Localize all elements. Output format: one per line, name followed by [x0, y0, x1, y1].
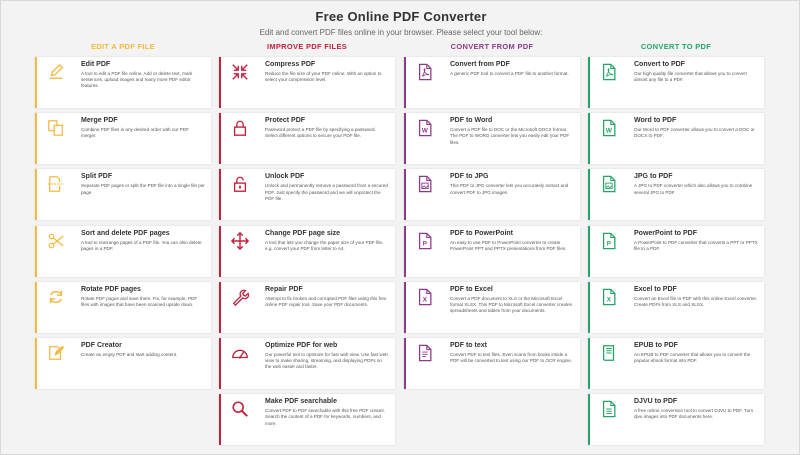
tool-title[interactable]: Edit PDF: [81, 61, 111, 68]
card-accent-bar: [219, 169, 221, 220]
tool-description: A PowerPoint to PDF converter that converts a PPT or PPTX file to a PDF.: [634, 239, 758, 251]
card-accent-bar: [404, 57, 406, 108]
move-icon: [231, 232, 249, 250]
tool-description: Our powerful tool to optimize for fast web view. Use fast web view to make sharing, streaming, and displaying PDFs on the web easier and faster.: [265, 352, 388, 370]
tool-card-convert-to-pdf[interactable]: [588, 57, 764, 108]
word-file-icon: [416, 119, 434, 137]
tool-description: A tool to rearrange pages of a PDF file. You can also delete pages in a PDF.: [81, 239, 202, 251]
column-edit: [35, 42, 211, 357]
powerpoint-file-icon: [416, 232, 434, 250]
excel-file-icon: [416, 288, 434, 306]
card-accent-bar: [35, 57, 37, 108]
page-subtitle: Edit and convert PDF files online in your browser. Please select your tool below:: [259, 28, 543, 37]
tool-title[interactable]: Repair PDF: [265, 285, 303, 293]
card-accent-bar: [35, 169, 37, 220]
card-accent-bar: [35, 338, 37, 389]
tool-title[interactable]: PDF to PowerPoint: [450, 229, 513, 237]
image-file-icon: [416, 175, 434, 193]
column-heading: CONVERT FROM PDF: [450, 42, 534, 51]
tool-card-sort-and-delete-pdf-pages[interactable]: [35, 226, 211, 277]
card-accent-bar: [219, 338, 221, 389]
card-accent-bar: [404, 226, 406, 277]
lock-icon: [231, 119, 249, 137]
svg-text:P: P: [422, 240, 427, 248]
scissors-icon: [47, 232, 65, 250]
tool-card-excel-to-pdf[interactable]: [588, 282, 764, 333]
tool-card-pdf-creator[interactable]: [35, 338, 211, 389]
split-icon: [47, 175, 65, 193]
card-accent-bar: [588, 282, 590, 333]
tool-description: Rotate PDF pages and save them. Fix, for example, PDF files with images that have been scanned upside down.: [81, 295, 198, 307]
tool-description: An easy to use PDF to PowerPoint converter to create PowerPoint PPT and PPTX presentations from PDF files.: [450, 239, 567, 251]
tool-card-word-to-pdf[interactable]: [588, 113, 764, 164]
tool-description: Unlock and permanently remove a password from a secured PDF. Just specify the password and we will unprotect the PDF file.: [265, 183, 388, 201]
card-accent-bar: [588, 338, 590, 389]
wrench-icon: [231, 288, 249, 306]
svg-text:W: W: [605, 127, 612, 135]
tool-card-powerpoint-to-pdf[interactable]: [588, 226, 764, 277]
tool-title[interactable]: Excel to PDF: [634, 285, 677, 293]
excel-file-icon: [600, 288, 618, 306]
card-accent-bar: [404, 282, 406, 333]
card-accent-bar: [588, 57, 590, 108]
tool-card-rotate-pdf-pages[interactable]: [35, 282, 211, 333]
tool-title[interactable]: Compress PDF: [265, 61, 316, 68]
tool-description: A free online conversion tool to convert DJVU to PDF. Turn djvu images into PDF documents here.: [634, 408, 754, 420]
tool-card-pdf-to-powerpoint[interactable]: [404, 226, 580, 277]
djvu-file-icon: [600, 400, 618, 418]
card-accent-bar: [219, 394, 221, 445]
header: [1, 9, 800, 37]
tool-card-make-pdf-searchable[interactable]: [219, 394, 395, 445]
tool-card-convert-from-pdf[interactable]: [404, 57, 580, 108]
tool-title[interactable]: PDF Creator: [81, 342, 122, 349]
tool-description: Our high quality file converter that allows you to convert almost any file to a PDF.: [634, 71, 747, 83]
tool-description: Our Word to PDF converter allows you to convert a DOC or DOCX to PDF.: [634, 127, 755, 139]
merge-icon: [47, 119, 65, 137]
edit-icon: [47, 63, 65, 81]
word-file-icon: [600, 119, 618, 137]
svg-text:X: X: [606, 296, 611, 304]
column-heading: IMPROVE PDF FILES: [266, 42, 348, 51]
tool-title[interactable]: PDF to text: [450, 342, 487, 349]
tool-description: Convert an Excel file to PDF with this online Excel converter. Create PDFs from XLS and XLSX.: [634, 295, 758, 307]
tool-title[interactable]: Rotate PDF pages: [81, 285, 141, 293]
gauge-icon: [231, 344, 249, 362]
tool-card-djvu-to-pdf[interactable]: [588, 394, 764, 445]
tool-title[interactable]: DJVU to PDF: [634, 398, 678, 406]
tool-card-epub-to-pdf[interactable]: [588, 338, 764, 389]
tool-title[interactable]: Make PDF searchable: [265, 398, 337, 406]
tool-card-protect-pdf[interactable]: [219, 113, 395, 164]
tool-title[interactable]: PDF to Word: [450, 117, 493, 125]
tool-description: Create an empty PDF and start adding content.: [81, 352, 178, 357]
tool-title[interactable]: Optimize PDF for web: [265, 342, 338, 349]
tool-title[interactable]: Convert from PDF: [450, 61, 510, 68]
card-accent-bar: [219, 113, 221, 164]
tool-description: Password protect a PDF file by specifying a password. Select different options to secure your PDF file.: [265, 127, 376, 139]
tool-description: Reduce the file size of your PDF online. With an option to select your compression level.: [265, 71, 382, 83]
tool-title[interactable]: Sort and delete PDF pages: [81, 229, 170, 237]
card-accent-bar: [588, 394, 590, 445]
tool-card-edit-pdf[interactable]: [35, 57, 211, 108]
card-accent-bar: [588, 169, 590, 220]
pdf-creator-icon: [47, 344, 65, 362]
card-accent-bar: [35, 282, 37, 333]
powerpoint-file-icon: [600, 232, 618, 250]
tool-description: Combine PDF files in any desired order with our PDF merger.: [81, 127, 189, 139]
image-file-icon: [600, 175, 618, 193]
column-heading: EDIT A PDF FILE: [91, 42, 155, 51]
tool-description: Convert a PDF document to XLS or the Microsoft Excel format XLSX. This PDF to Microsoft Excel converter creates spreadsheets and tables from your documents.: [450, 295, 572, 314]
tool-description: Attempt to fix broken and corrupted PDF files using this free online PDF repair tool. Save your PDF documents.: [265, 295, 387, 307]
tool-card-pdf-to-jpg[interactable]: [404, 169, 580, 220]
book-icon: [600, 344, 618, 362]
card-accent-bar: [588, 226, 590, 277]
rotate-icon: [47, 288, 65, 306]
card-accent-bar: [404, 338, 406, 389]
column-convert-to: [588, 42, 764, 420]
tool-title[interactable]: EPUB to PDF: [634, 342, 678, 349]
tool-card-jpg-to-pdf[interactable]: [588, 169, 764, 220]
tool-title[interactable]: PDF to Excel: [450, 285, 493, 293]
tool-card-split-pdf[interactable]: [35, 169, 211, 220]
column-heading: CONVERT TO PDF: [640, 42, 712, 51]
card-accent-bar: [219, 57, 221, 108]
tool-title[interactable]: Change PDF page size: [265, 229, 341, 237]
tool-card-compress-pdf[interactable]: [219, 57, 395, 108]
pdf-file-icon: [416, 63, 434, 81]
tool-title[interactable]: JPG to PDF: [634, 173, 673, 181]
svg-text:W: W: [421, 127, 428, 135]
tool-card-optimize-pdf-for-web[interactable]: [219, 338, 395, 389]
tool-description: Separate PDF pages or split the PDF file into a single file per page.: [81, 183, 205, 195]
column-improve: [219, 42, 395, 426]
tool-card-pdf-to-text[interactable]: [404, 338, 580, 389]
tool-description: A JPG to PDF converter which also allows you to combine several JPG to PDF.: [634, 183, 753, 195]
tool-title[interactable]: Merge PDF: [81, 117, 118, 125]
tool-description: Convert PDF to text files. Even scans from books inside a PDF will be converted to text using our PDF to OCR engine.: [450, 352, 573, 364]
card-accent-bar: [35, 113, 37, 164]
tool-title[interactable]: Protect PDF: [265, 117, 306, 125]
tool-card-change-pdf-page-size[interactable]: [219, 226, 395, 277]
tool-description: Convert PDF to PDF searchable with this free PDF creator. Search the content of a PDF for keywords, numbers, and more.: [265, 408, 385, 426]
tool-description: This PDF to JPG converter lets you accurately extract and convert PDF to JPG images.: [450, 183, 569, 195]
tool-title[interactable]: PDF to JPG: [450, 173, 489, 181]
tool-card-unlock-pdf[interactable]: [219, 169, 395, 220]
text-file-icon: [416, 344, 434, 362]
card-accent-bar: [404, 169, 406, 220]
card-accent-bar: [404, 113, 406, 164]
tool-card-pdf-to-excel[interactable]: [404, 282, 580, 333]
tool-card-repair-pdf[interactable]: [219, 282, 395, 333]
tool-title[interactable]: Word to PDF: [634, 117, 677, 125]
tool-description: A tool that lets you change the paper size of your PDF file, e.g. convert your PDF from letter to A4.: [265, 239, 384, 251]
card-accent-bar: [588, 113, 590, 164]
search-icon: [231, 400, 249, 418]
page-title: Free Online PDF Converter: [315, 9, 487, 24]
svg-text:X: X: [422, 296, 427, 304]
tool-description: An EPUB to PDF converter that allows you to convert the popular ebook format into PDF.: [634, 352, 751, 364]
card-accent-bar: [219, 282, 221, 333]
tool-card-pdf-to-word[interactable]: [404, 113, 580, 164]
pdf-file-icon: [600, 63, 618, 81]
tool-title[interactable]: PowerPoint to PDF: [634, 229, 697, 237]
tool-description: A generic PDF tool to convert a PDF file to another format.: [450, 71, 569, 76]
tool-description: Convert a PDF file to DOC or the Microsoft DOCX format. The PDF to WORD converter lets you easily edit your PDF files.: [450, 127, 570, 145]
tool-title[interactable]: Convert to PDF: [634, 61, 685, 68]
svg-text:P: P: [606, 240, 611, 248]
compress-icon: [231, 63, 249, 81]
tool-description: A tool to edit a PDF file online. Add or delete text, mark sentences, upload images and many more PDF editor features.: [81, 71, 193, 89]
column-convert-from: [404, 42, 580, 364]
tool-title[interactable]: Unlock PDF: [265, 173, 305, 181]
card-accent-bar: [219, 226, 221, 277]
unlock-icon: [231, 175, 249, 193]
tool-title[interactable]: Split PDF: [81, 173, 113, 181]
tool-card-merge-pdf[interactable]: [35, 113, 211, 164]
card-accent-bar: [35, 226, 37, 277]
